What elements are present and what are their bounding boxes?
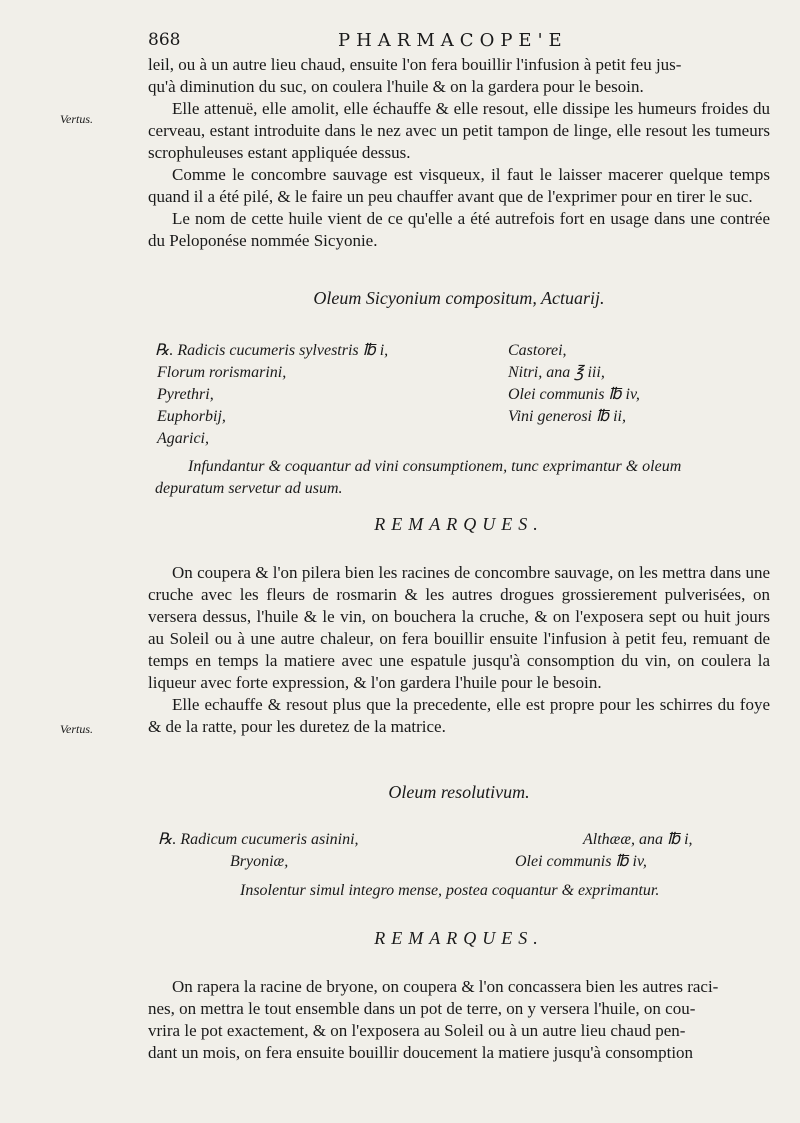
paragraph: On coupera & l'on pilera bien les racines de concombre sauvage, on les mettra dans une cruche avec les fleurs de rosmarin & les autres drogues grossierement pulverisées, on versera dessus, l'huile & le vin, on bouchera la cruche, & on l'exposera sept ou huit jours au Soleil ou à une autre chaleur, on fera bouillir ensuite l'infusion à petit feu, remuant de temps en temps la matiere avec une espatule jusqu'à consomption du vin, on coulera la liqueur avec forte expression, & l'on gardera l'huile pour le besoin. xyxy=(148,563,770,692)
paragraph: Le nom de cette huile vient de ce qu'elle a été autrefois fort en usage dans une contrée du Peloponése nommée Sicyonie. xyxy=(148,209,770,250)
ingredient: Althææ, ana ℔ i, xyxy=(583,831,693,848)
margin-note-vertus: Vertus. xyxy=(60,722,93,736)
ingredient: Nitri, ana ℥ iii, xyxy=(508,364,605,381)
ingredient: ℞. Radicis cucumeris sylvestris ℔ i, xyxy=(155,342,389,359)
paragraph: Comme le concombre sauvage est visqueux, il faut le laisser macerer quelque temps quand il a été pilé, & le faire un peu chauffer avant que de l'exprimer pour en tirer le suc. xyxy=(148,165,770,206)
ingredient: Pyrethri, xyxy=(157,386,214,403)
ingredient: Agarici, xyxy=(157,430,209,447)
ingredient: Olei communis ℔ iv, xyxy=(508,386,640,403)
ingredient: Bryoniæ, xyxy=(230,853,289,870)
page-header xyxy=(148,30,768,52)
page-number: 868 xyxy=(148,30,181,50)
margin-note-vertus: Vertus. xyxy=(60,112,93,126)
recipe-title: Oleum resolutivum. xyxy=(388,782,530,802)
ingredient: Euphorbij, xyxy=(157,408,226,425)
section1-text xyxy=(148,54,770,252)
remarques-heading: REMARQUES. xyxy=(374,928,544,948)
remarques2-text xyxy=(148,976,770,1064)
text-line: leil, ou à un autre lieu chaud, ensuite l'on fera bouillir l'infusion à petit feu jus- xyxy=(148,55,682,74)
remarques-heading: REMARQUES. xyxy=(374,514,544,534)
text-line: qu'à diminution du suc, on coulera l'huile & on la gardera pour le besoin. xyxy=(148,77,644,96)
text-line: nes, on mettra le tout ensemble dans un pot de terre, on y versera l'huile, on cou- xyxy=(148,999,696,1018)
ingredient: Florum rorismarini, xyxy=(157,364,287,381)
ingredient: Castorei, xyxy=(508,342,567,359)
recipe-instruction: Infundantur & coquantur ad vini consumptionem, tunc exprimantur & oleum xyxy=(188,458,682,475)
recipe-instruction: depuratum servetur ad usum. xyxy=(155,480,343,497)
ingredient: Vini generosi ℔ ii, xyxy=(508,408,626,425)
text-line: dant un mois, on fera ensuite bouillir doucement la matiere jusqu'à consomption xyxy=(148,1043,694,1062)
ingredient: Olei communis ℔ iv, xyxy=(515,853,647,870)
ingredient: ℞. Radicum cucumeris asinini, xyxy=(158,831,359,848)
remarques1-text xyxy=(148,562,770,738)
text-line: On rapera la racine de bryone, on coupera & l'on concassera bien les autres raci- xyxy=(172,977,719,996)
text-line: vrira le pot exactement, & on l'exposera au Soleil ou à un autre lieu chaud pen- xyxy=(148,1021,686,1040)
vertus-paragraph: Elle echauffe & resout plus que la precedente, elle est propre pour les schirres du foye & de la ratte, pour les duretez de la matrice. xyxy=(148,695,770,736)
running-title: PHARMACOPE'E xyxy=(338,30,568,51)
recipe-instruction: Insolentur simul integro mense, postea coquantur & exprimantur. xyxy=(240,882,660,899)
recipe-title: Oleum Sicyonium compositum, Actuarij. xyxy=(313,288,605,308)
vertus-paragraph: Elle attenuë, elle amolit, elle échauffe & elle resout, elle dissipe les humeurs froides du cerveau, estant introduite dans le nez avec un petit tampon de linge, elle resout les tumeurs scrophuleuses estant appliquée dessus. xyxy=(148,99,770,162)
